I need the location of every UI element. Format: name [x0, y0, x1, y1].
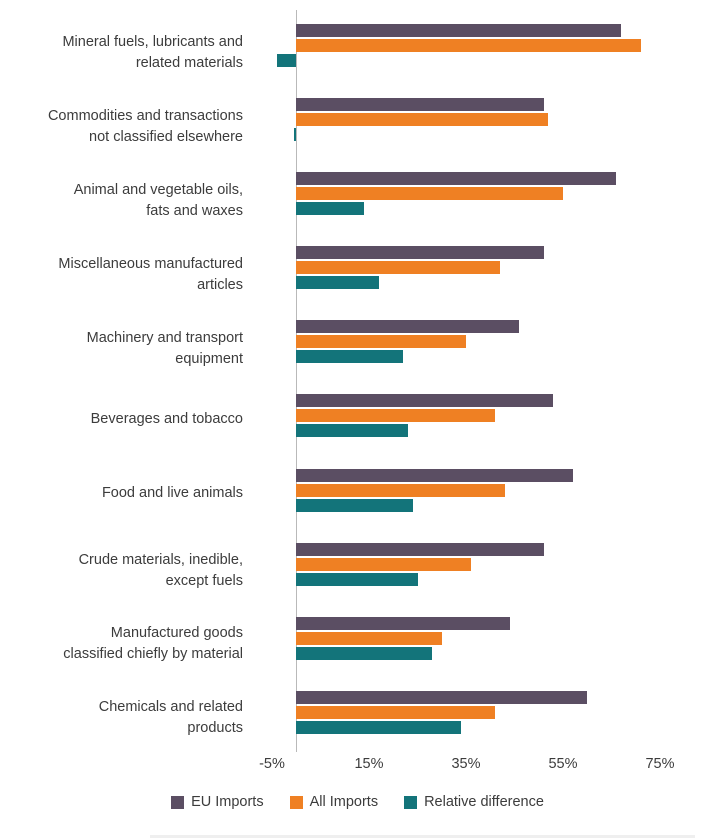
bar-relative-difference [277, 54, 296, 67]
category-label-column [0, 10, 243, 752]
category-label-line: Machinery and transport [86, 330, 243, 346]
bar-relative-difference [294, 128, 296, 141]
bar-eu-imports [296, 246, 543, 259]
category-label-line: Food and live animals [101, 485, 243, 501]
legend-swatch-icon [171, 796, 184, 809]
category-label [0, 328, 243, 370]
bar-relative-difference [296, 499, 412, 512]
category-label-line: except fuels [165, 573, 243, 589]
bar-eu-imports [296, 320, 519, 333]
bar-all-imports [296, 113, 548, 126]
bar-relative-difference [296, 424, 408, 437]
bar-all-imports [296, 558, 471, 571]
category-label-line: not classified elsewhere [89, 129, 243, 145]
category-label-line: Crude materials, inedible, [78, 552, 243, 568]
category-label-line: Chemicals and related [98, 699, 243, 715]
legend-swatch-icon [290, 796, 303, 809]
bar-eu-imports [296, 394, 553, 407]
bar-all-imports [296, 335, 466, 348]
legend-item-eu-imports[interactable] [171, 794, 264, 810]
category-label [0, 623, 243, 665]
bar-all-imports [296, 39, 640, 52]
bar-relative-difference [296, 350, 403, 363]
category-label [0, 550, 243, 592]
bottom-divider [150, 835, 695, 838]
category-label-line: related materials [135, 55, 243, 71]
bar-eu-imports [296, 98, 543, 111]
category-label [0, 409, 243, 430]
bar-eu-imports [296, 469, 572, 482]
bar-eu-imports [296, 691, 587, 704]
legend-item-all-imports[interactable] [290, 794, 379, 810]
legend-label: EU Imports [191, 794, 264, 810]
category-label-line: equipment [175, 351, 243, 367]
bar-all-imports [296, 187, 563, 200]
category-label [0, 106, 243, 148]
bar-eu-imports [296, 24, 621, 37]
bar-all-imports [296, 484, 505, 497]
x-tick-label: 55% [548, 756, 578, 772]
x-tick-label: -5% [259, 756, 285, 772]
category-label-line: Miscellaneous manufactured [58, 256, 243, 272]
category-label-line: Mineral fuels, lubricants and [62, 34, 243, 50]
bar-all-imports [296, 632, 442, 645]
bar-all-imports [296, 409, 495, 422]
x-tick-label: 75% [645, 756, 675, 772]
bar-relative-difference [296, 721, 461, 734]
category-label-line: Beverages and tobacco [90, 411, 243, 427]
x-tick-label: 35% [451, 756, 481, 772]
category-label-line: articles [197, 277, 243, 293]
legend-swatch-icon [404, 796, 417, 809]
bar-relative-difference [296, 647, 432, 660]
category-label [0, 254, 243, 296]
bar-eu-imports [296, 617, 509, 630]
category-label-line: Animal and vegetable oils, [73, 182, 243, 198]
bar-eu-imports [296, 172, 616, 185]
bar-relative-difference [296, 276, 378, 289]
category-label-line: Manufactured goods [110, 625, 243, 641]
chart-legend [0, 794, 715, 810]
x-axis [245, 752, 675, 778]
legend-label: All Imports [309, 794, 379, 810]
category-label-line: products [187, 720, 243, 736]
category-label-line: classified chiefly by material [63, 646, 243, 662]
category-label-line: fats and waxes [146, 203, 243, 219]
category-label [0, 697, 243, 739]
bar-all-imports [296, 706, 495, 719]
bar-relative-difference [296, 202, 364, 215]
x-tick-label: 15% [354, 756, 384, 772]
bar-relative-difference [296, 573, 417, 586]
legend-item-relative-difference[interactable] [404, 794, 544, 810]
category-label [0, 180, 243, 222]
category-label [0, 32, 243, 74]
plot-area [245, 10, 672, 752]
bar-all-imports [296, 261, 500, 274]
category-label-line: Commodities and transactions [47, 108, 243, 124]
legend-label: Relative difference [424, 794, 544, 810]
bar-eu-imports [296, 543, 543, 556]
category-label [0, 483, 243, 504]
